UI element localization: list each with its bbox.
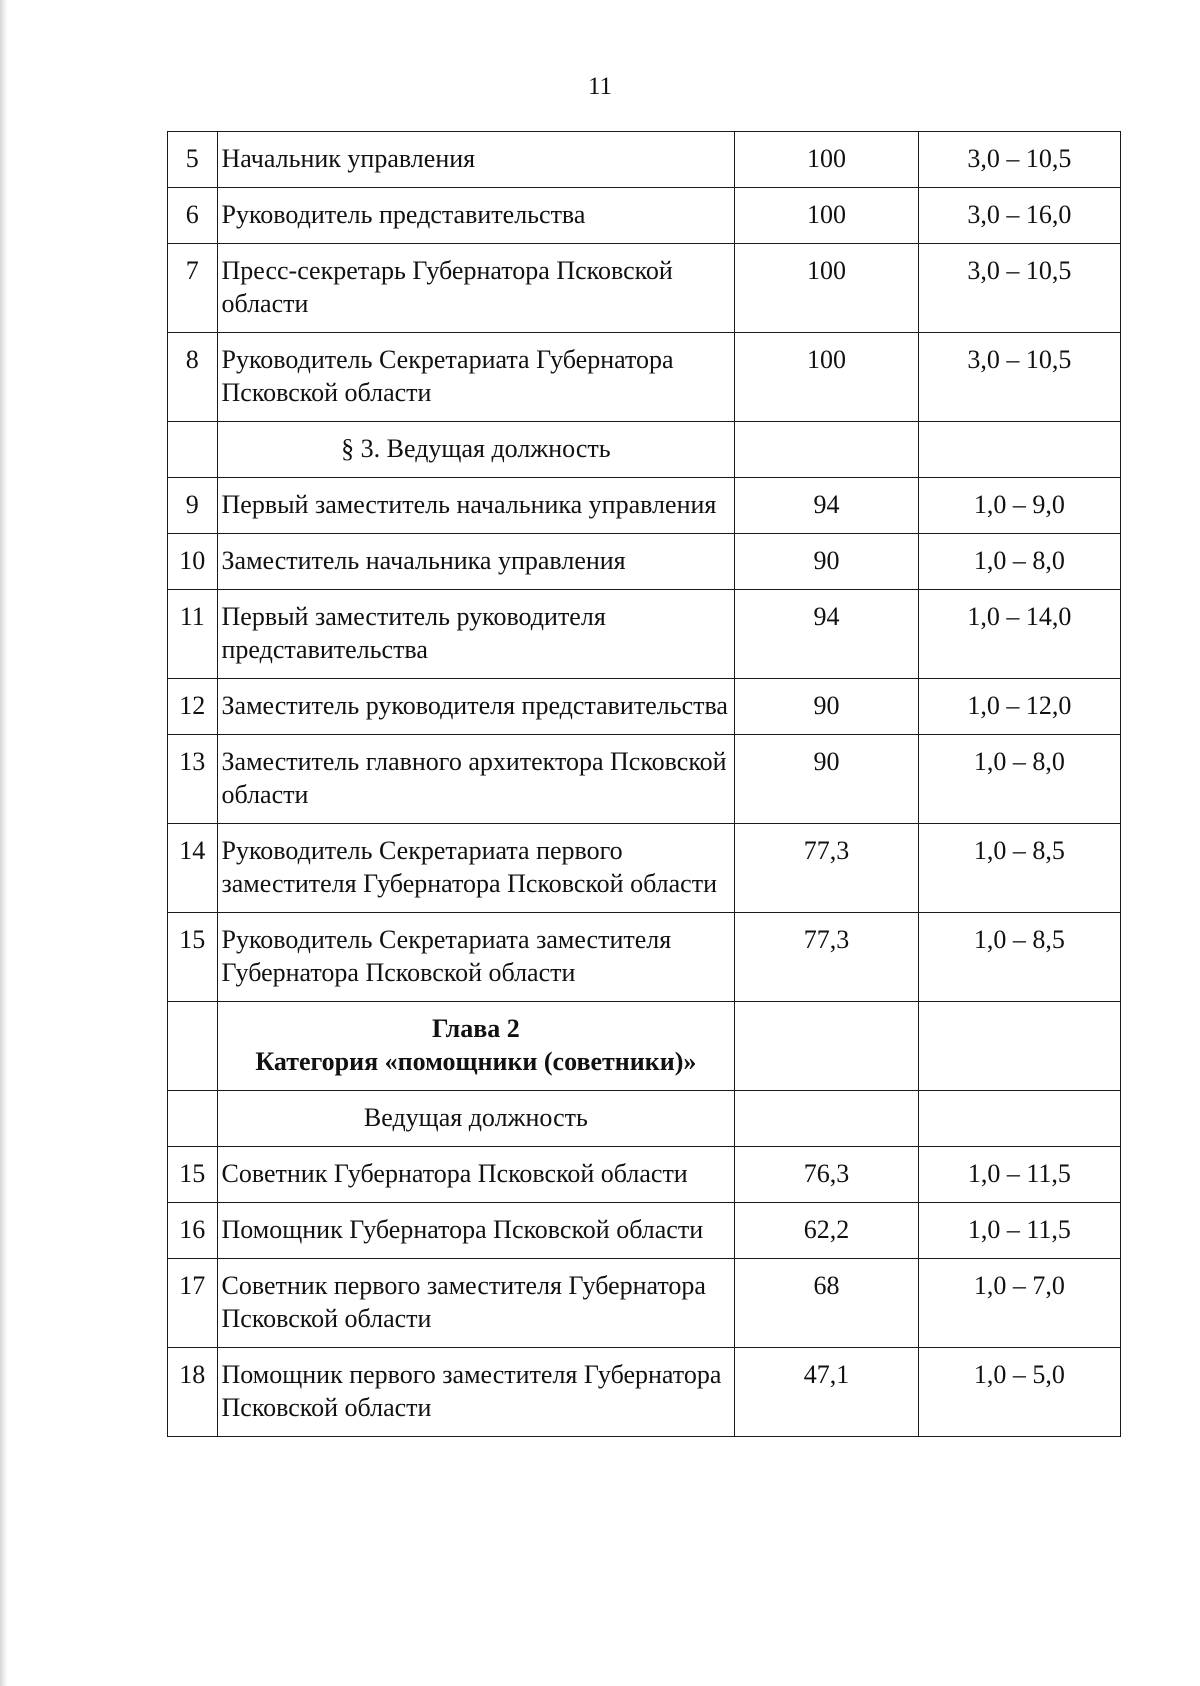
position-value: 100	[735, 333, 919, 422]
position-title: Руководитель представительства	[217, 188, 735, 244]
position-title: Заместитель главного архитектора Псковской области	[217, 735, 735, 824]
positions-table-body	[168, 132, 1121, 1437]
coefficient-range: 1,0 – 12,0	[918, 679, 1120, 735]
coefficient-range: 1,0 – 8,0	[918, 534, 1120, 590]
chapter-row	[168, 1002, 1121, 1091]
position-value: 90	[735, 735, 919, 824]
scan-edge-shadow	[0, 0, 8, 1686]
table-row	[168, 132, 1121, 188]
table-row	[168, 1147, 1121, 1203]
row-number: 13	[168, 735, 218, 824]
coefficient-range: 1,0 – 5,0	[918, 1348, 1120, 1437]
section-row	[168, 1091, 1121, 1147]
row-number: 10	[168, 534, 218, 590]
position-value: 94	[735, 590, 919, 679]
position-title: Первый заместитель руководителя представительства	[217, 590, 735, 679]
table-row	[168, 1259, 1121, 1348]
table-row	[168, 735, 1121, 824]
position-value: 90	[735, 679, 919, 735]
chapter-heading	[217, 1002, 735, 1091]
position-title: Руководитель Секретариата первого заместителя Губернатора Псковской области	[217, 824, 735, 913]
position-title: Пресс-секретарь Губернатора Псковской области	[217, 244, 735, 333]
position-title: Помощник первого заместителя Губернатора Псковской области	[217, 1348, 735, 1437]
row-number: 14	[168, 824, 218, 913]
coefficient-range: 1,0 – 8,0	[918, 735, 1120, 824]
table-row	[168, 913, 1121, 1002]
row-number: 11	[168, 590, 218, 679]
position-value: 100	[735, 244, 919, 333]
position-title: Советник первого заместителя Губернатора Псковской области	[217, 1259, 735, 1348]
position-value: 77,3	[735, 913, 919, 1002]
table-row	[168, 1203, 1121, 1259]
row-number: 5	[168, 132, 218, 188]
table-row	[168, 188, 1121, 244]
position-title: Первый заместитель начальника управления	[217, 478, 735, 534]
table-row	[168, 244, 1121, 333]
position-title: Руководитель Секретариата заместителя Губернатора Псковской области	[217, 913, 735, 1002]
position-value: 76,3	[735, 1147, 919, 1203]
position-value: 90	[735, 534, 919, 590]
section-row	[168, 422, 1121, 478]
position-title: Заместитель руководителя представительства	[217, 679, 735, 735]
coefficient-range: 1,0 – 7,0	[918, 1259, 1120, 1348]
row-number: 17	[168, 1259, 218, 1348]
coefficient-range: 3,0 – 10,5	[918, 333, 1120, 422]
coefficient-range: 1,0 – 11,5	[918, 1203, 1120, 1259]
table-row	[168, 679, 1121, 735]
position-value: 68	[735, 1259, 919, 1348]
position-title: Руководитель Секретариата Губернатора Псковской области	[217, 333, 735, 422]
coefficient-range: 1,0 – 8,5	[918, 824, 1120, 913]
section-heading: Ведущая должность	[217, 1091, 735, 1147]
position-title: Помощник Губернатора Псковской области	[217, 1203, 735, 1259]
position-title: Начальник управления	[217, 132, 735, 188]
position-value: 100	[735, 188, 919, 244]
row-number: 18	[168, 1348, 218, 1437]
table-row	[168, 333, 1121, 422]
empty-cell	[168, 422, 218, 478]
table-row	[168, 590, 1121, 679]
table-row	[168, 824, 1121, 913]
position-value: 62,2	[735, 1203, 919, 1259]
coefficient-range: 1,0 – 8,5	[918, 913, 1120, 1002]
row-number: 7	[168, 244, 218, 333]
row-number: 6	[168, 188, 218, 244]
position-value: 77,3	[735, 824, 919, 913]
page-number: 11	[587, 73, 613, 100]
empty-cell	[168, 1091, 218, 1147]
coefficient-range: 3,0 – 10,5	[918, 244, 1120, 333]
coefficient-range: 3,0 – 10,5	[918, 132, 1120, 188]
chapter-category: Категория «помощники (советники)»	[255, 1047, 697, 1076]
empty-cell	[168, 1002, 218, 1091]
empty-cell	[735, 422, 919, 478]
positions-table	[167, 131, 1121, 1437]
empty-cell	[918, 422, 1120, 478]
empty-cell	[735, 1091, 919, 1147]
coefficient-range: 1,0 – 9,0	[918, 478, 1120, 534]
position-value: 47,1	[735, 1348, 919, 1437]
position-value: 100	[735, 132, 919, 188]
row-number: 15	[168, 913, 218, 1002]
row-number: 9	[168, 478, 218, 534]
empty-cell	[918, 1091, 1120, 1147]
table-row	[168, 534, 1121, 590]
table-row	[168, 1348, 1121, 1437]
section-heading: § 3. Ведущая должность	[217, 422, 735, 478]
row-number: 8	[168, 333, 218, 422]
position-value: 94	[735, 478, 919, 534]
chapter-number: Глава 2	[432, 1014, 520, 1043]
coefficient-range: 3,0 – 16,0	[918, 188, 1120, 244]
row-number: 15	[168, 1147, 218, 1203]
position-title: Заместитель начальника управления	[217, 534, 735, 590]
position-title: Советник Губернатора Псковской области	[217, 1147, 735, 1203]
coefficient-range: 1,0 – 11,5	[918, 1147, 1120, 1203]
coefficient-range: 1,0 – 14,0	[918, 590, 1120, 679]
row-number: 16	[168, 1203, 218, 1259]
table-row	[168, 478, 1121, 534]
row-number: 12	[168, 679, 218, 735]
empty-cell	[735, 1002, 919, 1091]
empty-cell	[918, 1002, 1120, 1091]
